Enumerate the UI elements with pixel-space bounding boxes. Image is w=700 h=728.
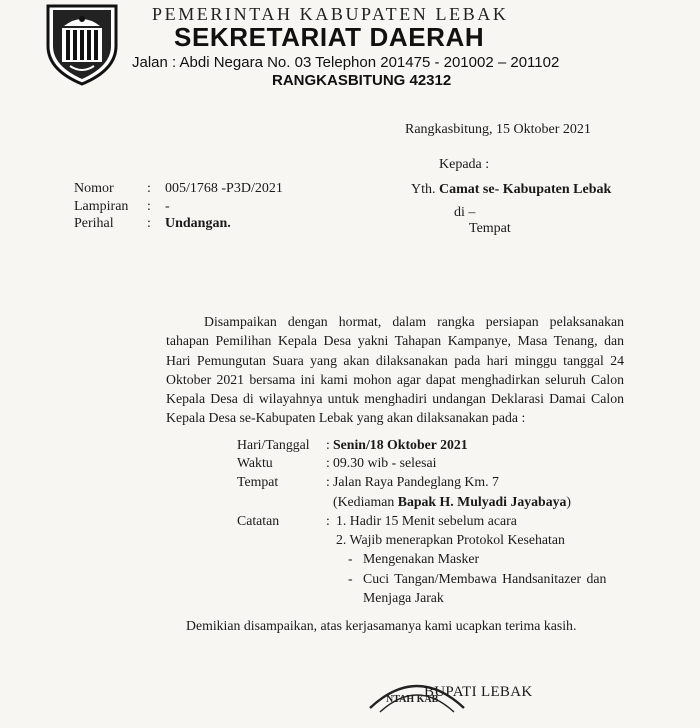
- signature-title: BUPATI LEBAK: [424, 684, 533, 700]
- waktu-colon: :: [326, 455, 330, 470]
- bullet-cuci-tangan: Cuci Tangan/Membawa Handsanitazer dan: [363, 571, 607, 586]
- waktu-label: Waktu: [237, 455, 273, 470]
- recipient-kepada: Kepada :: [439, 157, 490, 172]
- hari-value: Senin/18 Oktober 2021: [333, 437, 468, 452]
- nomor-colon: :: [147, 181, 151, 196]
- tempat-label: Tempat: [237, 474, 279, 489]
- letterhead-government: PEMERINTAH KABUPATEN LEBAK: [152, 4, 509, 24]
- hari-label: Hari/Tanggal: [237, 437, 310, 452]
- letterhead-city: RANGKASBITUNG 42312: [272, 72, 452, 89]
- lampiran-value: -: [165, 199, 170, 214]
- lebak-regency-emblem-icon: [40, 0, 124, 86]
- tempat-paren-open: (Kediaman: [333, 494, 398, 509]
- letter-date: Rangkasbitung, 15 Oktober 2021: [405, 122, 591, 137]
- stamp-text: NTAH KAB: [386, 694, 439, 705]
- bullet-menjaga-jarak: Menjaga Jarak: [363, 590, 444, 605]
- tempat-value: Jalan Raya Pandeglang Km. 7: [333, 474, 499, 489]
- lampiran-colon: :: [147, 199, 151, 214]
- recipient-line: [411, 182, 611, 198]
- nomor-label: Nomor: [74, 181, 114, 196]
- tempat-paren-close: ): [566, 494, 572, 509]
- closing-sentence: Demikian disampaikan, atas kerjasamanya kami ucapkan terima kasih.: [186, 618, 577, 633]
- hari-colon: :: [326, 437, 330, 452]
- perihal-label: Perihal: [74, 216, 114, 231]
- recipient-name: Camat se- Kabupaten Lebak: [439, 182, 612, 197]
- catatan-item-2: 2. Wajib menerapkan Protokol Kesehatan: [336, 532, 565, 547]
- perihal-value: Undangan.: [165, 216, 231, 231]
- body-paragraph-text: Disampaikan dengan hormat, dalam rangka persiapan pelaksanakan tahapan Pemilihan Kepala Desa yakni Tahapan Kampanye, Masa Tenang, dan Hari Pemungutan Suara yang akan dilaksanakan pada hari minggu tanggal 24 Oktober 2021 bersama ini kami mohon agar dapat menghadirkan seluruh Calon Kepala Desa di wilayahnya untuk menghadiri undangan Deklarasi Damai Calon Kepala Desa se-Kabupaten Lebak yang akan dilaksanakan pada :: [166, 314, 624, 426]
- body-paragraph: [166, 312, 624, 428]
- tempat-host: Bapak H. Mulyadi Jayabaya: [397, 494, 567, 509]
- catatan-item-1: 1. Hadir 15 Menit sebelum acara: [336, 513, 517, 528]
- catatan-colon: :: [326, 513, 330, 528]
- nomor-value: 005/1768 -P3D/2021: [165, 181, 283, 196]
- tempat-colon: :: [326, 474, 330, 489]
- letterhead-office: SEKRETARIAT DAERAH: [174, 22, 485, 52]
- waktu-value: 09.30 wib - selesai: [333, 455, 437, 470]
- bullet-dash-2: -: [348, 571, 353, 586]
- perihal-colon: :: [147, 216, 151, 231]
- recipient-prefix: Yth.: [411, 182, 436, 197]
- catatan-label: Catatan: [237, 513, 280, 528]
- bullet-dash-1: -: [348, 551, 353, 566]
- recipient-di: di –: [454, 205, 476, 220]
- tempat-host-line: [333, 494, 571, 510]
- recipient-tempat: Tempat: [469, 221, 511, 236]
- letterhead-address: Jalan : Abdi Negara No. 03 Telephon 201475 - 201002 – 201102: [132, 54, 560, 71]
- bullet-masker: Mengenakan Masker: [363, 551, 480, 566]
- lampiran-label: Lampiran: [74, 199, 129, 214]
